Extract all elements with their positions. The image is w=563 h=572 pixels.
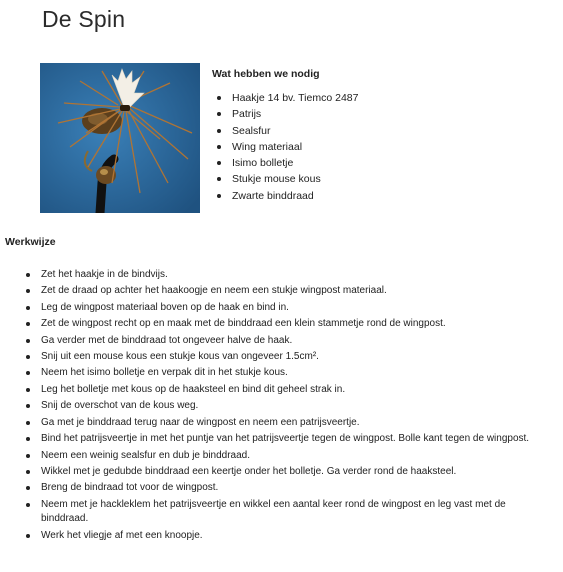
list-item: Stukje mouse kous (212, 171, 358, 187)
steps-list (23, 267, 553, 544)
list-item: Breng de bindraad tot voor de wingpost. (23, 480, 553, 496)
list-item: Leg het bolletje met kous op de haaksteel en bind dit geheel strak in. (23, 382, 553, 398)
list-item: Isimo bolletje (212, 155, 358, 171)
list-item: Zet het haakje in de bindvijs. (23, 267, 553, 283)
needs-list (212, 90, 358, 204)
list-item: Neem een weinig sealsfur en dub je binddraad. (23, 448, 553, 464)
list-item: Leg de wingpost materiaal boven op de haak en bind in. (23, 300, 553, 316)
fly-photo (40, 63, 200, 213)
list-item: Sealsfur (212, 123, 358, 139)
list-item: Zet de wingpost recht op en maak met de binddraad een klein stammetje rond de wingpost. (23, 316, 553, 332)
werkwijze-heading: Werkwijze (5, 236, 56, 248)
list-item: Wing materiaal (212, 139, 358, 155)
needs-heading: Wat hebben we nodig (212, 68, 320, 80)
list-item: Zwarte binddraad (212, 188, 358, 204)
list-item: Neem met je hackleklem het patrijsveertje en wikkel een aantal keer rond de wingpost en leg vast met de binddraad. (23, 497, 553, 528)
list-item: Wikkel met je gedubde binddraad een keertje onder het bolletje. Ga verder rond de haaksteel. (23, 464, 553, 480)
list-item: Werk het vliegje af met een knoopje. (23, 528, 553, 544)
list-item: Zet de draad op achter het haakoogje en neem een stukje wingpost materiaal. (23, 283, 553, 299)
list-item: Snij de overschot van de kous weg. (23, 398, 553, 414)
list-item: Patrijs (212, 106, 358, 122)
list-item: Snij uit een mouse kous een stukje kous van ongeveer 1.5cm². (23, 349, 553, 365)
list-item: Bind het patrijsveertje in met het puntje van het patrijsveertje tegen de wingpost. Bolle kant tegen de wingpost. (23, 431, 553, 448)
list-item: Neem het isimo bolletje en verpak dit in het stukje kous. (23, 365, 553, 381)
list-item: Ga verder met de binddraad tot ongeveer halve de haak. (23, 333, 553, 349)
list-item: Haakje 14 bv. Tiemco 2487 (212, 90, 358, 106)
list-item: Ga met je binddraad terug naar de wingpost en neem een patrijsveertje. (23, 415, 553, 431)
page-title: De Spin (42, 6, 126, 32)
